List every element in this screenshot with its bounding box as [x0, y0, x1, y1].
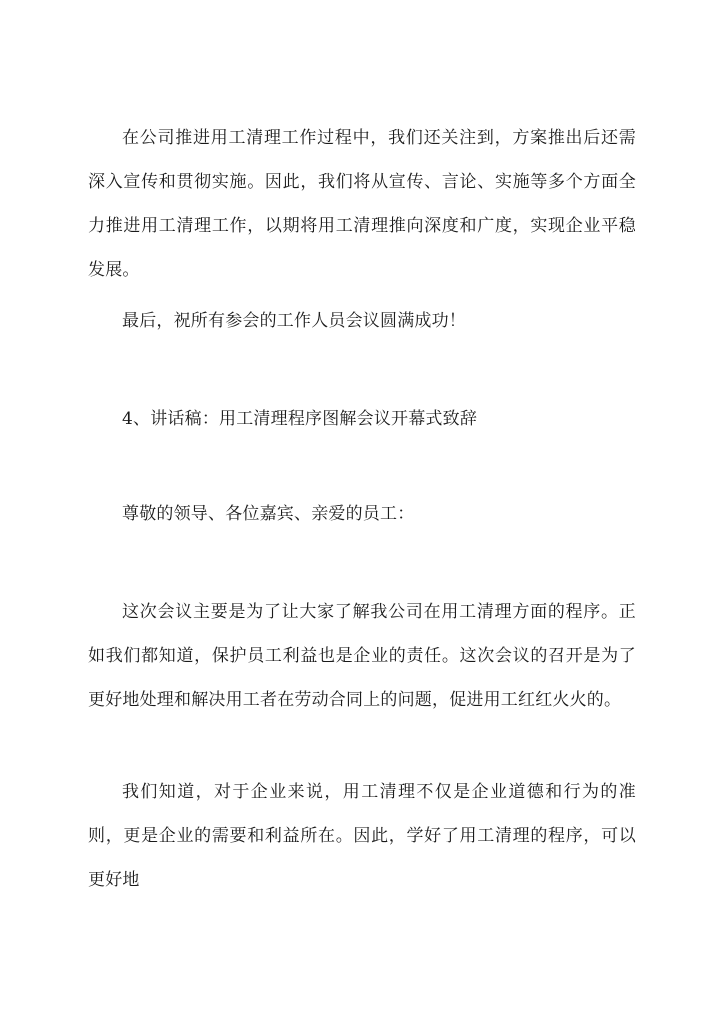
salutation: 尊敬的领导、各位嘉宾、亲爱的员工：: [122, 504, 415, 524]
paragraph-meeting-purpose: 这次会议主要是为了让大家了解我公司在用工清理方面的程序。正如我们都知道，保护员工利益也是企业的责任。这次会议的召开是为了更好地处理和解决用工者在劳动合同上的问题，促进用工红红火火的。: [88, 602, 636, 710]
paragraph-promotion: 在公司推进用工清理工作过程中，我们还关注到，方案推出后还需深入宣传和贯彻实施。因此，我们将从宣传、言论、实施等多个方面全力推进用工清理工作，以期将用工清理推向深度和广度，实现企业平稳发展。: [88, 128, 636, 280]
section-heading: 4、讲话稿：用工清理程序图解会议开幕式致辞: [122, 409, 478, 429]
paragraph-importance: 我们知道，对于企业来说，用工清理不仅是企业道德和行为的准则，更是企业的需要和利益所在。因此，学好了用工清理的程序，可以更好地: [88, 782, 636, 890]
paragraph-closing-wish: 最后，祝所有参会的工作人员会议圆满成功！: [122, 311, 466, 331]
